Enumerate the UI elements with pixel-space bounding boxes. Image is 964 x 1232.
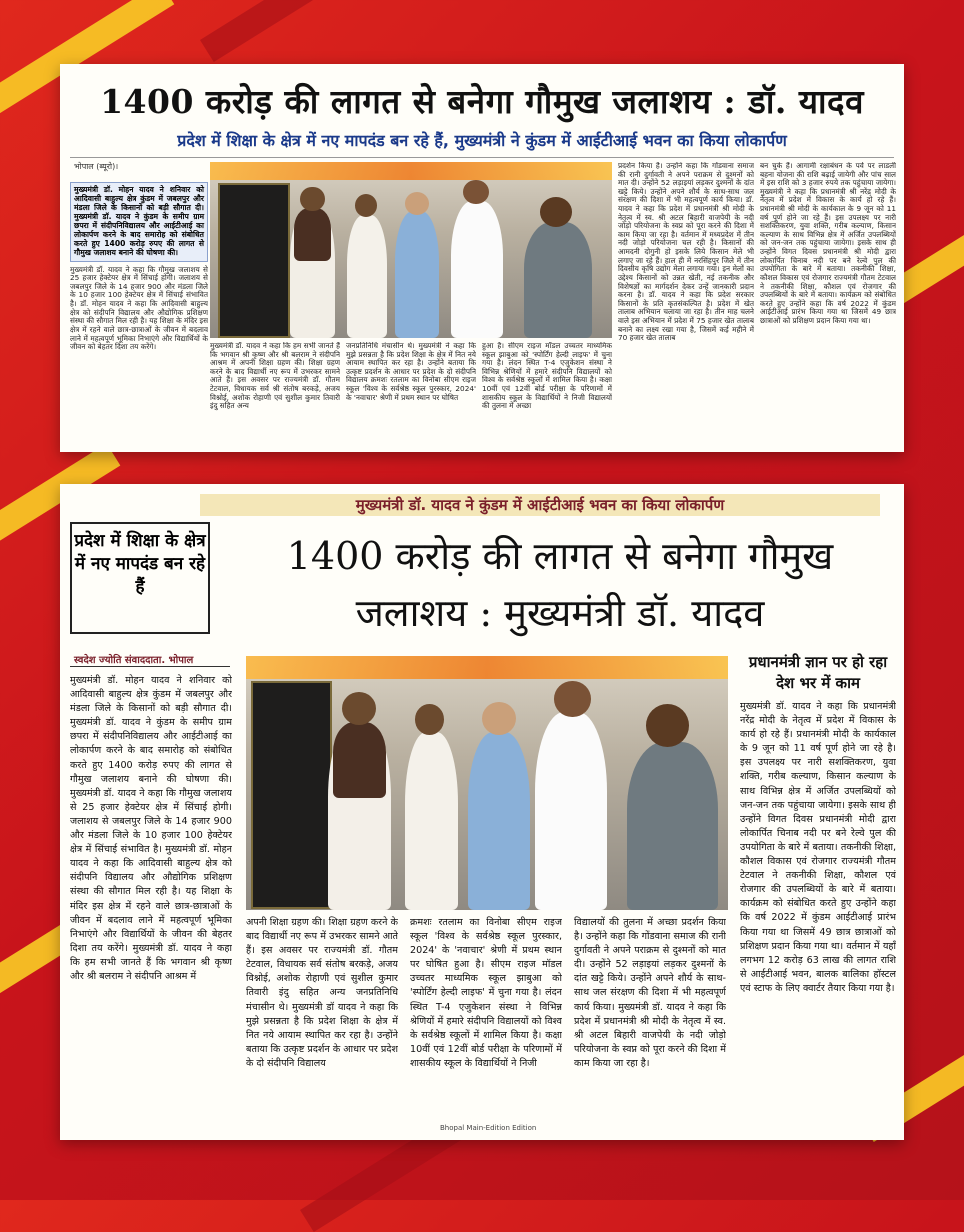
body-text: हुआ है। सीएम राइज मॉडल उच्चतर माध्यमिक स्कूल झाबुआ को 'स्पोर्टिंग हेल्दी लाइफ' में चुना गया है। लंदन स्थित T-4 एजुकेशन संस्था ने विभिन्न श्रेणियों में हमारे संदीपनि विद्यालयों को विश्व के सर्वश्रेष्ठ स्कूलों में शामिल किया है। कक्षा 10वीं एवं 12वीं बोर्ड परीक्षा के परिणामों में शासकीय स्कूल के विद्यार्थियों ने निजी विद्यालयों की तुलना में अच्छा <box>482 342 612 411</box>
article-column <box>410 916 562 1120</box>
body-text: मुख्यमंत्री डॉ. यादव ने कहा कि प्रधानमंत्री नरेंद्र मोदी के नेतृत्व में प्रदेश में विकास के कार्य हो रहे हैं। प्रधानमंत्री मोदी के कार्यकाल के 9 जून को 11 वर्ष पूर्ण होने जा रहे है। इस उपलक्ष्य पर नारी सशक्तिकरण, युवा शक्ति, गरीब कल्याण, किसान कल्याण के साथ विभिन्न क्षेत्र में अर्जित उपलब्धियों को जन-जन तक पहुंचाया जायेगा। इसके साथ ही उन्होंने विगत दिवस प्रधानमंत्री मोदी द्वारा लोकार्पित चिनाब नदी पर बने रेल्वे पुल की उपयोगिता के बारे में बताया। तकनीकी शिक्षा, कौशल विकास एवं रोजगार राज्यमंत्री गौतम टेटवाल ने तकनीकी शिक्षा, कौशल एवं रोजगार की उपलब्धियों के बारे में बताया। कार्यक्रम को संबोधित करते हुए उन्होंने कहा कि वर्ष 2022 में कुंडम आईटीआई प्रारंभ किया गया था जिसमें 49 छात्र छात्राओं को प्रशिक्षण प्रदान किया गया था। वर्तमान में यहाँ लगभग 12 करोड़ 63 लाख की लागत राशि से आईटीआई भवन, बालक बालिका हॉस्टल एवं स्टाफ के लिए क्वार्टर तैयार किया गया है। <box>740 701 896 994</box>
headline-line-1: 1400 करोड़ की लागत से बनेगा गौमुख <box>286 534 834 578</box>
headline: 1400 करोड़ की लागत से बनेगा गौमुख जलाशय : डॉ. यादव <box>100 82 864 121</box>
divider <box>70 666 230 667</box>
body-text: मुख्यमंत्री डॉ. यादव ने कहा कि हम सभी जानते हैं कि भगवान श्री कृष्ण और श्री बलराम ने संदीपनि आश्रम में अपनी शिक्षा ग्रहण की। शिक्षा ग्रहण करने के बाद विद्यार्थी नए रूप में उभरकर सामने आते हैं। इस अवसर पर राज्यमंत्री डॉ. गौतम टेटवाल, विधायक सर्व श्री संतोष बरकड़े, अजय विश्नोई, अशोक रोहाणी एवं सुशील कुमार तिवारी इंदु सहित अन्य <box>210 342 340 411</box>
article-column <box>574 916 726 1120</box>
subheadline: प्रदेश में शिक्षा के क्षेत्र में नए मापदंड बन रहे हैं, मुख्यमंत्री ने कुंडम में आईटीआई भवन का किया लोकार्पण <box>177 131 787 150</box>
body-text: बन चुके हैं। आगामी रक्षाबंधन के पर्व पर लाडली बहना योजना की राशि बढ़ाई जायेगी और पांच साल में इस राशि को 3 हजार रुपये तक पहुंचाया जायेगा। मुख्यमंत्री ने कहा कि प्रधानमंत्री श्री नरेंद्र मोदी के नेतृत्व में प्रदेश में विकास के कार्य हो रहे हैं। प्रधानमंत्री श्री मोदी के कार्यकाल के 9 जून को 11 वर्ष पूर्ण होने जा रहे हैं। इस उपलक्ष्य पर नारी सशक्तिकरण, युवा शक्ति, गरीब कल्याण, किसान कल्याण के साथ विभिन्न क्षेत्र में अर्जित उपलब्धियों को जन-जन तक पहुंचाया जायेगा। इसके साथ ही उन्होंने विगत दिवस प्रधानमंत्री श्री मोदी द्वारा लोकार्पित चिनाब नदी पर बने रेल्वे पुल की उपयोगिता के बारे में बताया। तकनीकी शिक्षा, कौशल विकास एवं रोजगार राज्यमंत्री गौतम टेटवाल ने तकनीकी शिक्षा, कौशल एवं रोजगार की उपलब्धियों के बारे में बताया। कार्यक्रम को संबोधित करते हुए उन्होंने कहा कि वर्ष 2022 में कुंडम आईटीआई प्रारंभ किया गया था जिसमें 49 छात्र छात्राओं को प्रशिक्षण प्रदान किया गया था। <box>760 162 896 325</box>
newspaper-clipping-top <box>60 64 904 452</box>
kicker-headline: मुख्यमंत्री डॉ. यादव ने कुंडम में आईटीआई भवन का किया लोकार्पण <box>200 494 880 516</box>
article-column <box>70 182 208 448</box>
sidebar-article <box>740 652 896 1130</box>
body-text: मुख्यमंत्री डॉ. यादव ने कहा कि गौमुख जलाशय से 25 हजार हेक्टेयर क्षेत्र में सिंचाई होगी। जलाशय से जबलपुर जिले के 14 हजार 900 और मंडला जिले के 10 हजार 100 हेक्टेयर क्षेत्र में सिंचाई संभावित है। डॉ. मोहन यादव ने कहा कि आदिवासी बाहुल्य क्षेत्र को संदीपनि विद्यालय और औद्योगिक प्रशिक्षण संस्था की सौगात मिल रही है। यह शिक्षा के मंदिर इस क्षेत्र में रहने वाले छात्र-छात्राओं के जीवन में बदलाव लाने में महत्वपूर्ण भूमिका निभाएंगे और विद्यार्थियों के जीवन को बेहतर दिशा तय करेंगे। <box>70 264 208 352</box>
body-text: क्रमशः रतलाम का विनोबा सीएम राइज स्कूल 'विश्व के सर्वश्रेष्ठ स्कूल पुरस्कार, 2024' के 'नवाचार' श्रेणी में प्रथम स्थान पर घोषित हुआ है। सीएम राइज मॉडल उच्चतर माध्यमिक स्कूल झाबुआ को 'स्पोर्टिंग हेल्दी लाइफ' में चुना गया है। लंदन स्थित T-4 एजुकेशन संस्था ने विभिन्न श्रेणियों में हमारे संदीपनि विद्यालयों को विश्व के सर्वश्रेष्ठ स्कूलों में शामिल किया है। कक्षा 10वीं एवं 12वीं बोर्ड परीक्षा के परिणामों में शासकीय स्कूल के विद्यार्थियों ने निजी <box>410 917 562 1069</box>
article-column <box>760 162 896 448</box>
news-photo <box>210 162 612 338</box>
bg-stripe <box>200 0 638 62</box>
article-column <box>618 162 754 448</box>
article-column <box>482 342 612 448</box>
side-headline-box: प्रदेश में शिक्षा के क्षेत्र में नए मापदंड बन रहे हैं <box>70 522 210 634</box>
edition-label: Bhopal Main-Edition Edition <box>440 1124 537 1132</box>
article-column <box>210 342 340 448</box>
body-text: मुख्यमंत्री डॉ. मोहन यादव ने शनिवार को आदिवासी बाहुल्य क्षेत्र कुंडम में जबलपुर और मंडला जिले के किसानों को बड़ी सौगात दी। मुख्यमंत्री डॉ. यादव ने कुंडम के समीप ग्राम छपरा में संदीपनिविद्यालय और आईटीआई का लोकार्पण करने के बाद समारोह को संबोधित करते हुए 1400 करोड़ रुपए की लागत से गौमुख जलाशय बनाने की घोषणा की। मुख्यमंत्री डॉ. यादव ने कहा कि गौमुख जलाशय से 25 हजार हेक्टेयर क्षेत्र में सिंचाई होगी। जलाशय से जबलपुर जिले के 14 हजार 900 और मंडला जिले के 10 हजार 100 हेक्टेयर क्षेत्र में सिंचाई संभावित है। मुख्यमंत्री डॉ. मोहन यादव ने कहा कि आदिवासी बाहुल्य क्षेत्र को संदीपनि विद्यालय और औद्योगिक प्रशिक्षण संस्था की सौगात मिल रही है। यह शिक्षा के मंदिर इस क्षेत्र में रहने वाले छात्र-छात्राओं के जीवन में बदलाव लाने में महत्वपूर्ण भूमिका निभाएंगे और विद्यार्थियों के जीवन की बेहतर दिशा तय करेंगे। मुख्यमंत्री डॉ. यादव ने कहा कि हम सभी जानते हैं कि भगवान श्री कृष्ण और श्री बलराम ने संदीपनि आश्रम में <box>70 675 232 982</box>
divider <box>70 157 894 158</box>
dateline: भोपाल (ब्यूरो)। <box>74 162 119 171</box>
body-text: अपनी शिक्षा ग्रहण की। शिक्षा ग्रहण करने के बाद विद्यार्थी नए रूप में उभरकर सामने आते हैं। इस अवसर पर राज्यमंत्री डॉ. गौतम टेटवाल, विधायक सर्व संतोष बरकड़े, अजय विश्नोई, अशोक रोहाणी एवं सुशील कुमार तिवारी इंदु सहित अन्य जनप्रतिनिधि मंचासीन थे। मुख्यमंत्री डॉ यादव ने कहा कि मुझे प्रसन्नता है कि प्रदेश शिक्षा के क्षेत्र में नित नये आयाम स्थापित कर रहा है। उन्होंने बताया कि उत्कृष्ट प्रदर्शन के आधार पर प्रदेश के दो संदीपनि विद्यालय <box>246 917 398 1069</box>
body-text: प्रदर्शन किया है। उन्होंने कहा कि गोंडवाना समाज की रानी दुर्गावती ने अपने पराक्रम से दुश्मनों को मात दी। उन्होंने 52 लड़ाइयां लड़कर दुश्मनों के दांत खट्टे किये। उन्होंने अपने शौर्य के साथ-साथ जल संरक्षण की दिशा में भी महत्वपूर्ण कार्य किया। डॉ. यादव ने कहा कि प्रदेश में प्रधानमंत्री श्री मोदी के नेतृत्व में स्व. श्री अटल बिहारी वाजपेयी के नदी जोड़ो परियोजना के स्वप्न को पूरा करने की दिशा में काम किया जा रहा है। वर्तमान में मध्यप्रदेश में तीन नदी जोड़ो परियोजना चल रही है। किसानों की आमदनी दोगुनी हो इसके लिये किसान मेले भी लगाए जा रहे हैं। हाल ही में नरसिंहपुर जिले में तीन दिवसीय कृषि उद्योग मेला लगाया गया। इन मेलों का उद्देश्य किसानों को उन्नत खेती, नई तकनीक और विशेषज्ञों का मार्गदर्शन देकर उन्हें जानकारी प्रदान करना है। डॉ. यादव ने कहा कि प्रदेश सरकार किसानों के प्रति कृतसंकल्पित है। प्रदेश में खेत तालाब अभियान चलाया जा रहा है। तीन माह चलने वाले इस अभियान में प्रदेश में 75 हजार खेत तालाब बनाने का लक्ष्य रखा गया है, जिसमें कई महीने में 70 हजार खेत तालाब <box>618 162 754 343</box>
news-photo <box>246 656 728 910</box>
sidebar-title: प्रधानमंत्री ज्ञान पर हो रहा देश भर में काम <box>748 653 888 692</box>
newspaper-clipping-bottom <box>60 484 904 1140</box>
body-text: जनप्रतिनिधि मंचासीन थे। मुख्यमंत्री ने कहा कि मुझे प्रसन्नता है कि प्रदेश शिक्षा के क्षेत्र में नित नये आयाम स्थापित कर रहा है। उन्होंने बताया कि उत्कृष्ट प्रदर्शन के आधार पर प्रदेश के दो संदीपनि विद्यालय क्रमशः रतलाम का विनोबा सीएम राइज स्कूल 'विश्व के सर्वश्रेष्ठ स्कूल पुरस्कार, 2024' के 'नवाचार' श्रेणी में प्रथम स्थान पर घोषित <box>346 342 476 402</box>
headline <box>220 528 900 642</box>
body-text: विद्यालयों की तुलना में अच्छा प्रदर्शन किया है। उन्होंने कहा कि गोंडवाना समाज की रानी दुर्गावती ने अपने पराक्रम से दुश्मनों को मात दी। उन्होंने 52 लड़ाइयां लड़कर दुश्मनों के दांत खट्टे किये। उन्होंने अपने शौर्य के साथ-साथ जल संरक्षण की दिशा में भी महत्वपूर्ण कार्य किया। मुख्यमंत्री डॉ. यादव ने कहा कि प्रदेश में प्रधानमंत्री श्री मोदी के नेतृत्व में स्व. श्री अटल बिहारी वाजपेयी के नदी जोड़ो परियोजना के स्वप्न को पूरा करने की दिशा में काम किया जा रहा है। <box>574 917 726 1069</box>
article-column <box>346 342 476 448</box>
article-column <box>70 674 232 1126</box>
article-column <box>246 916 398 1120</box>
lead-paragraph: मुख्यमंत्री डॉ. मोहन यादव ने शनिवार को आदिवासी बाहुल्य क्षेत्र कुंडम में जबलपुर और मंडला जिले के किसानों को बड़ी सौगात दी। मुख्यमंत्री डॉ. यादव ने कुंडम के समीप ग्राम छपरा में संदीपनिविद्यालय और आईटीआई का लोकार्पण करने के बाद समारोह को संबोधित करते हुए 1400 करोड़ रुपए की लागत से गौमुख जलाशय बनाने की घोषणा की। <box>70 182 208 262</box>
headline-line-2: जलाशय : मुख्यमंत्री डॉ. यादव <box>355 591 765 635</box>
byline: स्वदेश ज्योति संवाददाता. भोपाल <box>74 655 194 666</box>
